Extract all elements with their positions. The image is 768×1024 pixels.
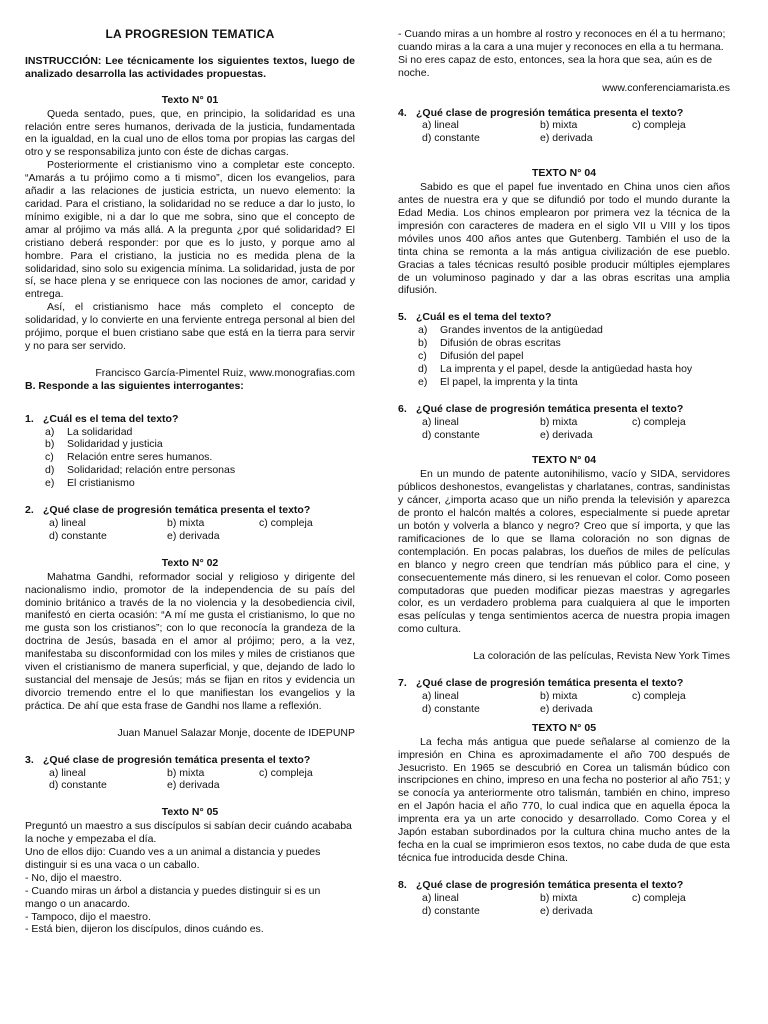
option-derivada[interactable]: e) derivada bbox=[167, 779, 220, 792]
question-3: 3. ¿Qué clase de progresión temática presenta el texto? bbox=[25, 753, 311, 766]
texto-01-source: Francisco García-Pimentel Ruiz, www.monografias.com bbox=[95, 366, 355, 379]
dialogue-line: - No, dijo el maestro. bbox=[25, 871, 122, 884]
question-8: 8. ¿Qué clase de progresión temática presenta el texto? bbox=[398, 878, 684, 891]
texto-05-dialogue bbox=[25, 820, 355, 936]
option-compleja[interactable]: c) compleja bbox=[632, 689, 686, 702]
texto-05b-paragraph: La fecha más antigua que puede señalarse al comienzo de la impresión en China es aproximadamente el año 700 después de Jesucristo. En 1965 se descubrió en Corea un talismán búdico con inscripciones en chino, impreso en una fecha no posterior al año 751; y se conocía ya anteriormente otro talismán, también en chino, impreso en el Japón hacia el año 770, lo cual indica que en aquella época la imprenta era ya un arte conocido y desarrollado. Como Corea y el Japón estaban subordinados por la cultura china mucho antes de la fecha en la cual se imprimieron esos textos, no cabe duda de que esta técnica fue introducida desde China. bbox=[398, 735, 730, 864]
texto-05b-heading: TEXTO N° 05 bbox=[531, 721, 597, 734]
question-3-options bbox=[25, 767, 355, 793]
question-2-options bbox=[25, 517, 355, 543]
option-lineal[interactable]: a) lineal bbox=[49, 766, 86, 779]
question-1-option-d[interactable]: d) Solidaridad; relación entre personas bbox=[45, 464, 236, 477]
option-mixta[interactable]: b) mixta bbox=[167, 517, 205, 529]
texto-05-heading: Texto N° 05 bbox=[161, 806, 219, 819]
option-constante[interactable]: d) constante bbox=[422, 132, 480, 145]
question-7: 7. ¿Qué clase de progresión temática presenta el texto? bbox=[398, 677, 684, 690]
question-1-option-a[interactable]: a) La solidaridad bbox=[45, 425, 133, 438]
texto-04-paragraph: Sabido es que el papel fue inventado en China unos cien años antes de nuestra era y que se difundió por todo el mundo durante la Edad Media. Los chinos emplearon por primera vez la técnica de la impresión con caracteres de madera en el siglo VII u VIII y los tipos móviles unos 400 años antes que Gutenberg. También el uso de la tinta china se remonta a la más antigua civilización de ese pueblo. Gracias a tales técnicas resultó posible producir múltiples ejemplares de un voluminoso paginado y dar a las obras escritas una amplia difusión. bbox=[398, 181, 730, 297]
left-column bbox=[25, 0, 355, 936]
dialogue-line: - Cuando miras a un hombre al rostro y reconoces en él a tu hermano; cuando miras a la cara a una mujer y reconoces en ella a tu hermana. Si no eres capaz de esto, entonces, sea la hora que sea, aún es de noche. bbox=[398, 28, 726, 79]
dialogue-line: - Cuando miras un árbol a distancia y puedes distinguir si es un mango o un anacardo. bbox=[25, 884, 321, 910]
option-mixta[interactable]: b) mixta bbox=[540, 119, 578, 132]
question-6: 6. ¿Qué clase de progresión temática presenta el texto? bbox=[398, 402, 684, 415]
question-5-option-a[interactable]: a) Grandes inventos de la antigüedad bbox=[418, 324, 603, 337]
option-compleja[interactable]: c) compleja bbox=[259, 766, 313, 779]
question-1-options bbox=[25, 426, 355, 491]
dialogue-line: - Tampoco, dijo el maestro. bbox=[25, 910, 151, 923]
option-constante[interactable]: d) constante bbox=[49, 529, 107, 542]
question-6-options bbox=[398, 416, 730, 442]
question-8-options bbox=[398, 892, 730, 918]
option-compleja[interactable]: c) compleja bbox=[632, 891, 686, 904]
option-mixta[interactable]: b) mixta bbox=[540, 891, 578, 904]
option-lineal[interactable]: a) lineal bbox=[422, 689, 459, 702]
option-lineal[interactable]: a) lineal bbox=[422, 891, 459, 904]
question-7-options bbox=[398, 690, 730, 716]
option-compleja[interactable]: c) compleja bbox=[632, 415, 686, 428]
option-compleja[interactable]: c) compleja bbox=[632, 119, 686, 132]
section-b-heading: B. Responde a las siguientes interrogantes: bbox=[25, 379, 244, 392]
option-mixta[interactable]: b) mixta bbox=[540, 689, 578, 702]
option-derivada[interactable]: e) derivada bbox=[540, 132, 593, 145]
question-1: 1. ¿Cuál es el tema del texto? bbox=[25, 412, 179, 425]
option-derivada[interactable]: e) derivada bbox=[540, 904, 593, 917]
instruction: INSTRUCCIÓN: Lee técnicamente los siguientes textos, luego de analizado desarrolla las actividades propuestas. bbox=[25, 54, 355, 80]
texto-04b-heading: TEXTO N° 04 bbox=[531, 454, 597, 467]
question-5-options bbox=[398, 324, 730, 389]
question-5-option-e[interactable]: e) El papel, la imprenta y la tinta bbox=[418, 375, 578, 388]
question-2: 2. ¿Qué clase de progresión temática presenta el texto? bbox=[25, 504, 311, 517]
option-lineal[interactable]: a) lineal bbox=[422, 415, 459, 428]
dialogue-line: Preguntó un maestro a sus discípulos si sabían decir cuándo acababa la noche y empezaba el día. bbox=[25, 820, 352, 846]
texto-04-heading: TEXTO N° 04 bbox=[531, 167, 597, 180]
right-column bbox=[398, 0, 730, 917]
question-5-option-d[interactable]: d) La imprenta y el papel, desde la antigüedad hasta hoy bbox=[418, 362, 693, 375]
option-constante[interactable]: d) constante bbox=[49, 779, 107, 792]
texto-02-source: Juan Manuel Salazar Monje, docente de IDEPUNP bbox=[117, 726, 355, 739]
option-derivada[interactable]: e) derivada bbox=[540, 428, 593, 441]
question-1-option-e[interactable]: e) El cristianismo bbox=[45, 477, 135, 490]
question-5: 5. ¿Cuál es el tema del texto? bbox=[398, 311, 552, 324]
option-derivada[interactable]: e) derivada bbox=[167, 529, 220, 542]
dialogue-line: Uno de ellos dijo: Cuando ves a un animal a distancia y puedes distinguir si es una vaca o un caballo. bbox=[25, 846, 321, 871]
texto-01-paragraph-1: Queda sentado, pues, que, en principio, la solidaridad es una relación entre seres humanos, derivada de la justicia, fundamentada en la igualdad, en la cual uno de ellos toma por propias las cargas del otro y se responsabiliza junto con éste de dichas cargas. bbox=[25, 107, 355, 159]
question-5-option-b[interactable]: b) Difusión de obras escritas bbox=[418, 337, 561, 350]
texto-01-paragraph-3: Así, el cristianismo hace más completo el concepto de solidaridad, y lo convierte en una ferviente entrega personal al bien del prójimo, porque el buen cristiano sabe que está en la tierra para servir y no para ser servido. bbox=[25, 301, 355, 352]
question-1-option-c[interactable]: c) Relación entre seres humanos. bbox=[45, 451, 213, 464]
option-constante[interactable]: d) constante bbox=[422, 428, 480, 441]
texto-02-paragraph: Mahatma Gandhi, reformador social y religioso y dirigente del nacionalismo indio, promotor de la independencia de su país del dominio británico a través de la no violencia y la desobediencia civil, manifestó en cierta ocasión: “A mí me gusta el cristianismo, lo que no me gusta son los cristianos”; con lo que reconocía la grandeza de la doctrina de Jesús, basada en el amor al prójimo; pero, a la vez, manifestaba su disconformidad con los miles y miles de cristianos que viven el cristianismo de manera superficial, y que, dejando de lado lo sustancial del mensaje de Jesús; más se fijan en ritos y evidencia un divorcio tremendo entre el lo que manifiestan los evangelios y la práctica. De ahí que esta frase de Gandhi nos llame a reflexión. bbox=[25, 570, 355, 712]
dialogue-line: - Está bien, dijeron los discípulos, dinos cuándo es. bbox=[25, 923, 264, 936]
option-mixta[interactable]: b) mixta bbox=[167, 766, 205, 779]
texto-01-paragraph-2: Posteriormente el cristianismo vino a completar este concepto. “Amarás a tu prójimo como a ti mismo”, dicen los evangelios, para añadir a las relaciones de justicia estricta, un nuevo elemento: la caridad. Para el cristiano, la solidaridad no se reduce a dar lo justo, lo mínimo exigible, ni a dar lo que me sobra, sino que el concepto de amar al prójimo va más allá. A la pregunta ¿por qué solidaridad? El cristiano deberá responder: por que es lo justo, y porque amo al hombre. Para el cristiano, la justicia no es medida plena de la solidaridad, sino solo su exigencia mínima. La solidaridad, justa de por sí, se hace plena y se enriquece con las nociones de amor, caridad y entrega. bbox=[25, 159, 355, 301]
option-mixta[interactable]: b) mixta bbox=[540, 415, 578, 428]
texto-05-source: www.conferenciamarista.es bbox=[602, 81, 730, 94]
question-4-options bbox=[398, 119, 730, 145]
option-derivada[interactable]: e) derivada bbox=[540, 702, 593, 715]
option-constante[interactable]: d) constante bbox=[422, 702, 480, 715]
question-5-option-c[interactable]: c) Difusión del papel bbox=[418, 350, 524, 363]
option-lineal[interactable]: a) lineal bbox=[49, 517, 86, 529]
texto-04b-source: La coloración de las películas, Revista New York Times bbox=[473, 650, 730, 663]
option-lineal[interactable]: a) lineal bbox=[422, 119, 459, 132]
texto-01-heading: Texto N° 01 bbox=[161, 93, 219, 106]
question-4: 4. ¿Qué clase de progresión temática presenta el texto? bbox=[398, 106, 684, 119]
texto-04b-paragraph: En un mundo de patente autonihilismo, vacío y SIDA, servidores públicos deshonestos, evangelistas y charlatanes, contras, sandinistas y cáncer, ¿importa acaso que un niño prenda la televisión y aparezca de pronto el halcón maltés a colores, especialmente si puede apretar un botón y volverla a blanco y negro? Creo que sí importa, y que las ramificaciones de lo que se llama coloración no son dignas de contemplación. En pocas palabras, los dueños de miles de películas en blanco y negro creen que tendrían más público para el cine, y consecuentemente más dinero, si les renuevan el color. Como poseen computadoras que pueden modificar piezas maestras y agregarles color, es un verdadero problema para cualquiera al que le importen esas películas y tenga sentimientos acerca de nuestra propia imagen como cultura. bbox=[398, 468, 730, 636]
option-constante[interactable]: d) constante bbox=[422, 904, 480, 917]
document-title: LA PROGRESION TEMATICA bbox=[105, 27, 275, 41]
texto-05-dialogue-continued bbox=[398, 28, 730, 80]
option-compleja[interactable]: c) compleja bbox=[259, 517, 313, 529]
question-1-option-b[interactable]: b) Solidaridad y justicia bbox=[45, 438, 163, 451]
texto-02-heading: Texto N° 02 bbox=[161, 556, 219, 569]
